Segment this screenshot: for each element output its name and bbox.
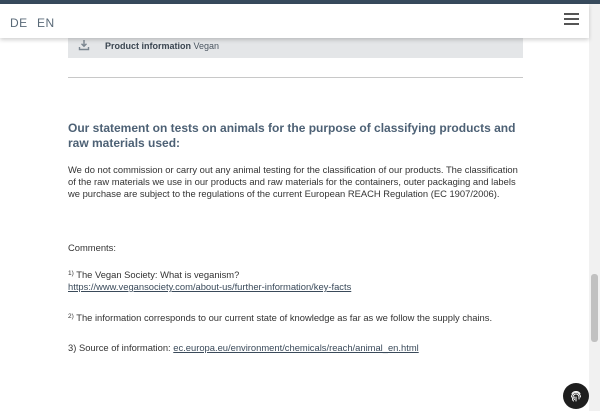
hamburger-menu-icon[interactable] xyxy=(564,13,579,27)
language-de-link[interactable]: DE xyxy=(10,16,28,30)
statement-heading: Our statement on tests on animals for the purpose of classifying products and raw materials used: xyxy=(68,121,516,150)
site-header xyxy=(0,4,589,38)
footnote-3-text: 3) Source of information: xyxy=(68,342,174,353)
footnote-2-text: The information corresponds to our current state of knowledge as far as we follow the supply chains. xyxy=(73,312,493,323)
scrollbar-thumb[interactable] xyxy=(591,274,598,342)
footnote-1-marker: 1) xyxy=(68,270,74,277)
page-scrollbar[interactable] xyxy=(589,4,600,411)
footnote-2 xyxy=(68,312,492,324)
eu-reach-link[interactable]: ec.europa.eu/environment/chemicals/reach/animal_en.html xyxy=(173,342,419,353)
product-info-label: Product information Vegan xyxy=(105,41,220,51)
footnote-1-text: The Vegan Society: What is veganism? xyxy=(73,269,240,280)
vegan-society-link[interactable]: https://www.vegansociety.com/about-us/further-information/key-facts xyxy=(68,281,352,292)
comments-label: Comments: xyxy=(68,242,116,253)
footnote-1 xyxy=(68,269,351,293)
statement-body: We do not commission or carry out any animal testing for the classification of our products. The classification of the raw materials we use in our products and raw materials for the containers, outer packaging and labels we purchase are subject to the regulations of the current European REACH Regulation (EC 1907/2006). xyxy=(68,164,518,199)
footnote-2-marker: 2) xyxy=(68,313,74,320)
footnote-3 xyxy=(68,342,419,354)
fingerprint-widget-button[interactable] xyxy=(563,383,589,409)
fingerprint-icon xyxy=(569,389,583,403)
language-en-link[interactable]: EN xyxy=(37,16,55,30)
download-icon xyxy=(78,39,90,51)
section-divider xyxy=(68,77,523,78)
